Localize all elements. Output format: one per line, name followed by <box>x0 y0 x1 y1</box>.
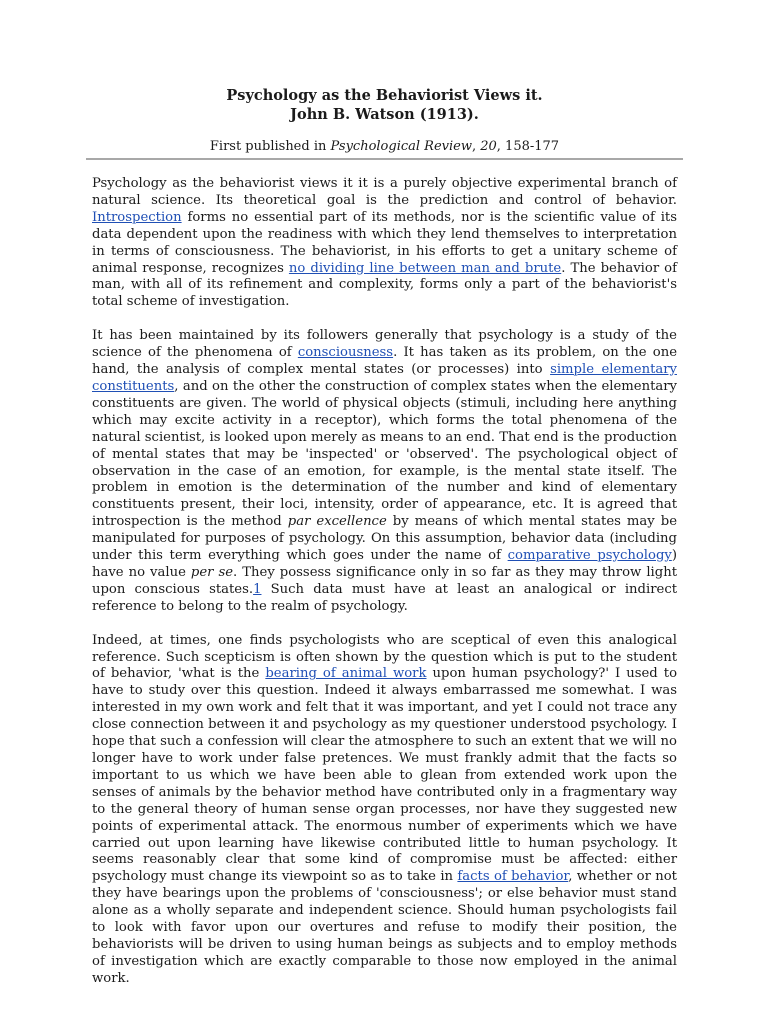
para3-text-3: , whether or not they have bearings upon the problems of 'consciousness'; or else behavior must stand alone as a wholly separate and independent science. Should human psychologists fail to look with favor upon our overtures and refuse to modify their position, the behaviorists will be driven to using human beings as subjects and to employ methods of investigation which are exactly comparable to those now employed in the animal work. <box>92 869 677 986</box>
horizontal-rule <box>86 158 683 160</box>
link-comparative-psychology[interactable]: comparative psychology <box>507 548 672 564</box>
publication-info <box>92 138 677 157</box>
para1-text-2: forms no essential part of its methods, nor is the scientific value of its data dependent upon the readiness with which they lend themselves to interpretation in terms of consciousness. The behaviorist, in his efforts to get a unitary scheme of animal response, recognizes <box>92 209 677 276</box>
paragraph-3 <box>92 633 677 988</box>
pub-volume: 20 <box>480 139 497 154</box>
para2-text-1: It has been maintained by its followers generally that psychology is a study of the science of the phenomena of <box>92 328 677 361</box>
para2-text-3: , and on the other the construction of complex states when the elementary constituents are given. The world of physical objects (stimuli, including here anything which may excite activity in a receptor), which forms the total phenomena of the natural scientist, is looked upon merely as means to an end. That end is the production of mental states that may be 'inspected' or 'observed'. The psychological object of observation in the case of an emotion, for example, is the mental state itself. The problem in emotion is the determination of the number and kind of elementary constituents present, their loci, intensity, order of appearance, etc. It is agreed that introspection is the method <box>92 378 677 530</box>
link-no-dividing-line[interactable]: no dividing line between man and brute <box>288 260 562 276</box>
pub-prefix: First published in <box>209 139 331 154</box>
paragraph-1 <box>92 176 677 311</box>
document-title <box>92 86 677 124</box>
para1-text-1: Psychology as the behaviorist views it it is a purely objective experimental branch of natural science. Its theoretical goal is the prediction and control of behavior. <box>92 176 677 208</box>
link-introspection[interactable]: Introspection <box>92 209 182 225</box>
title-line-2-author: John B. Watson (1913). <box>290 106 479 123</box>
para2-text-6: . They possess significance only in so far as they may throw light upon conscious states. <box>92 564 677 597</box>
link-bearing-of-animal-work[interactable]: bearing of animal work <box>265 666 427 682</box>
para2-italic-per-se: per se <box>190 564 234 580</box>
title-line-1: Psychology as the Behaviorist Views it. <box>226 87 543 104</box>
para2-text-5: ) have no value <box>92 548 677 580</box>
para2-text-7: Such data must have at least an analogical or indirect reference to belong to the realm of psychology. <box>92 581 677 614</box>
link-simple-elementary-constituents[interactable]: simple elementary constituents <box>92 362 677 394</box>
footnote-link-1[interactable]: 1 <box>253 581 262 597</box>
pub-separator: , <box>471 139 481 154</box>
link-consciousness[interactable]: consciousness <box>297 345 394 361</box>
pub-journal: Psychological Review <box>330 139 472 154</box>
para1-text-3: . The behavior of man, with all of its refinement and complexity, forms only a part of the behaviorist's total scheme of investigation. <box>92 260 677 310</box>
paragraph-2 <box>92 328 677 615</box>
link-facts-of-behavior[interactable]: facts of behavior <box>457 869 569 885</box>
para2-text-4: by means of which mental states may be manipulated for purposes of psychology. On this assumption, behavior data (including under this term everything which goes under the name of <box>92 514 678 564</box>
para3-text-1: Indeed, at times, one finds psychologists who are sceptical of even this analogical reference. Such scepticism is often shown by the question which is put to the student of behavior, 'what is the <box>92 632 677 682</box>
document-page <box>92 86 677 988</box>
para2-text-2: . It has taken as its problem, on the one hand, the analysis of complex mental states (or processes) into <box>92 345 677 378</box>
para3-text-2: upon human psychology?' I used to have to study over this question. Indeed it always embarrassed me somewhat. I was interested in my own work and felt that it was important, and yet I could not trace any close connection between it and psychology as my questioner understood psychology. I hope that such a confession will clear the atmosphere to such an extent that we will no longer have to work under false pretences. We must frankly admit that the facts so important to us which we have been able to glean from extended work upon the senses of animals by the behavior method have contributed only in a fragmentary way to the general theory of human sense organ processes, nor have they suggested new points of experimental attack. The enormous number of experiments which we have carried out upon learning have likewise contributed little to human psychology. It seems reasonably clear that some kind of compromise must be affected: either psychology must change its viewpoint so as to take in <box>92 666 678 885</box>
para2-italic-par-excellence: par excellence <box>287 514 387 530</box>
pub-pages: , 158-177 <box>496 139 560 154</box>
